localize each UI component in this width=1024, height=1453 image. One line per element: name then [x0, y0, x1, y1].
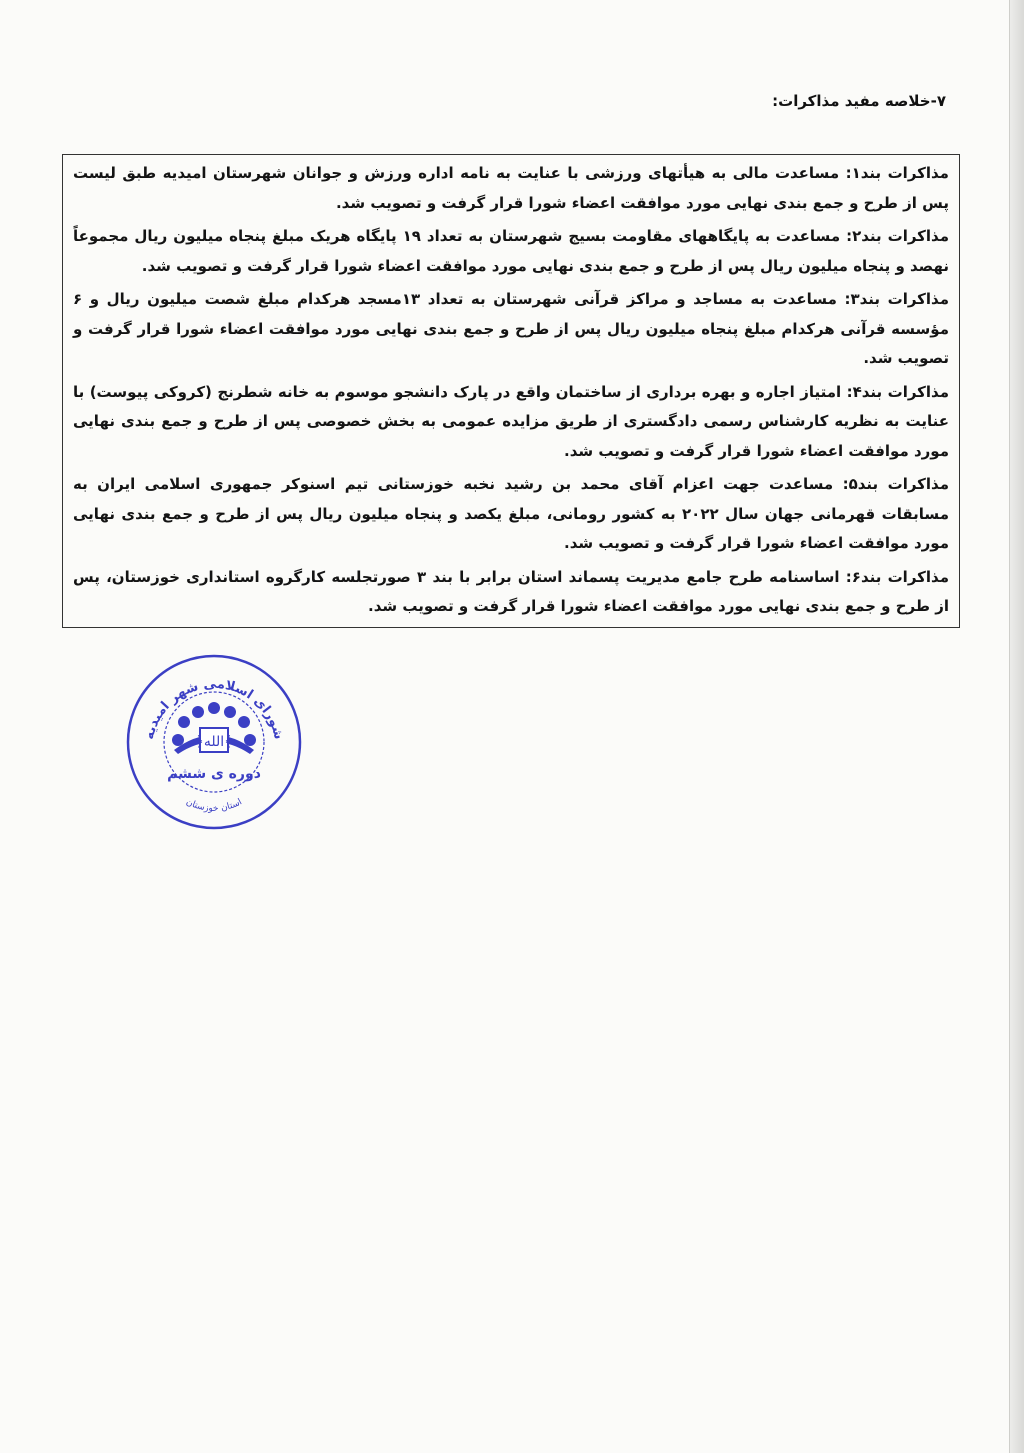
clause-text: مساعدت به مساجد و مراکز قرآنی شهرستان به تعداد ۱۳مسجد هرکدام مبلغ شصت میلیون ریال و ۶ مؤسسه قرآنی هرکدام مبلغ پنجاه میلیون ریال پس از طرح و جمع بندی نهایی مورد موافقت اعضاء شورا قرار گرفت و تصویب شد.: [73, 290, 949, 367]
clause-text: مساعدت جهت اعزام آقای محمد بن رشید نخبه خوزستانی تیم اسنوکر جمهوری اسلامی ایران به مسابقات قهرمانی جهان سال ۲۰۲۲ به کشور رومانی، مبلغ یکصد و پنجاه میلیون ریال پس از طرح و جمع بندی نهایی مورد موافقت اعضاء شورا قرار گرفت و تصویب شد.: [73, 475, 949, 552]
people-emblem-icon: [172, 702, 256, 754]
seal-center-text: دوره ی ششم: [167, 766, 261, 782]
clause-title: مذاکرات بند۲:: [846, 227, 949, 245]
clause-title: مذاکرات بند۴:: [846, 382, 949, 401]
clause-5: [73, 470, 949, 559]
clause-text: مساعدت به پایگاههای مقاومت بسیج شهرستان به تعداد ۱۹ پایگاه هریک مبلغ پنجاه میلیون ریال مجموعاً نهصد و پنجاه میلیون ریال پس از طرح و جمع بندی نهایی مورد موافقت اعضاء شورا قرار گرفت و تصویب شد.: [73, 227, 949, 275]
clause-1: [73, 159, 949, 218]
clause-text: مساعدت مالی به هیأتهای ورزشی با عنایت به نامه اداره ورزش و جوانان شهرستان امیدیه طبق لیست پس از طرح و جمع بندی نهایی مورد موافقت اعضاء شورا قرار گرفت و تصویب شد.: [73, 164, 949, 212]
clause-2: [73, 222, 949, 281]
clause-3: [73, 285, 949, 374]
council-seal-graphic: [122, 650, 306, 834]
section-heading: ۷-خلاصه مفید مذاکرات:: [772, 92, 946, 110]
clause-text: اساسنامه طرح جامع مدیریت پسماند استان برابر با بند ۳ صورتجلسه کارگروه استانداری خوزستان، پس از طرح و جمع بندی نهایی مورد موافقت اعضاء شورا قرار گرفت و تصویب شد.: [73, 567, 949, 615]
page-edge-shadow: [1009, 0, 1024, 1453]
council-seal: [122, 650, 306, 834]
clause-text: امتیاز اجاره و بهره برداری از ساختمان واقع در پارک دانشجو موسوم به خانه شطرنج (کروکی پیوست) با عنایت به نظریه کارشناس رسمی دادگستری از طریق مزایده عمومی به بخش خصوصی پس از طرح و جمع بندی نهایی مورد موافقت اعضاء شورا قرار گرفت و تصویب شد.: [73, 382, 949, 460]
negotiations-box: [62, 154, 960, 628]
clause-6: [73, 563, 949, 622]
clause-title: مذاکرات بند۳:: [844, 290, 949, 308]
clause-title: مذاکرات بند۱:: [845, 164, 949, 182]
clause-4: [73, 378, 949, 467]
clause-title: مذاکرات بند۶:: [845, 567, 949, 586]
clause-title: مذاکرات بند۵:: [842, 475, 949, 493]
svg-text:﴿الله﴾: ﴿الله﴾: [195, 734, 233, 750]
seal-bottom-text: استان خوزستان: [184, 797, 244, 814]
seal-arc-text: شورای اسلامی شهر امیدیه: [141, 676, 287, 742]
